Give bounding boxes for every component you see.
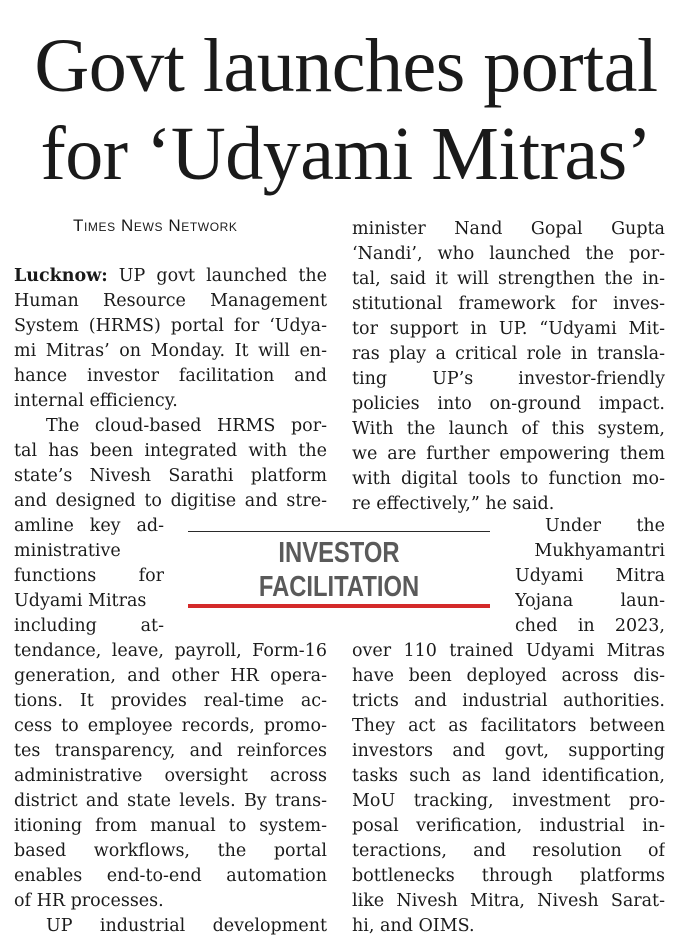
headline-line-1: Govt launches portal — [34, 24, 658, 108]
headline-line-2: for ‘Udyami Mitras’ — [40, 112, 652, 196]
article-line: tes transparency, and reinforces — [14, 741, 327, 761]
article-line: hance investor facilitation and — [14, 366, 327, 386]
article-line: tal has been integrated with the — [14, 441, 327, 461]
article-line: MoU tracking, investment pro- — [352, 791, 665, 811]
article-line: With the launch of this system, — [352, 419, 665, 439]
article-line: investors and govt, supporting — [352, 741, 665, 761]
article-line: have been deployed across dis- — [352, 666, 665, 686]
article-line: Mukhyamantri — [534, 541, 665, 561]
article-line: of HR processes. — [14, 891, 164, 911]
article-line: policies into on-ground impact. — [352, 394, 665, 414]
article-line: The cloud-based HRMS por- — [46, 416, 327, 436]
article-line: generation, and other HR opera- — [14, 666, 327, 686]
article-line: state’s Nivesh Sarathi platform — [14, 466, 327, 486]
article-line: re effectively,” he said. — [352, 494, 555, 514]
article-line: based workflows, the portal — [14, 841, 327, 861]
article-line: hi, and OIMS. — [352, 916, 475, 936]
article-line: mi Mitras’ on Monday. It will en- — [14, 341, 327, 361]
pull-quote-line-1: INVESTOR — [278, 537, 400, 569]
article-line: tor support in UP. “Udyami Mit- — [352, 319, 665, 339]
article-line: amline key ad- — [14, 516, 164, 536]
article-line: tions. It provides real-time ac- — [14, 691, 327, 711]
article-line: Lucknow: UP govt launched the — [14, 266, 327, 286]
article-line: teractions, and resolution of — [352, 841, 665, 861]
article-line: minister Nand Gopal Gupta — [352, 219, 665, 239]
headline — [0, 22, 692, 198]
article-line: tasks such as land identification, — [352, 766, 665, 786]
article-line: Yojana laun- — [515, 591, 665, 611]
pull-quote — [215, 536, 463, 604]
article-line: over 110 trained Udyami Mitras — [352, 641, 665, 661]
article-line: bottlenecks through platforms — [352, 866, 665, 886]
pull-quote-top-rule — [188, 531, 490, 532]
article-line: we are further empowering them — [352, 444, 665, 464]
pull-quote-accent-bar — [188, 604, 490, 608]
article-line: Under the — [545, 516, 665, 536]
article-line: itioning from manual to system- — [14, 816, 327, 836]
article-line: Human Resource Management — [14, 291, 327, 311]
article-line: posal verification, industrial in- — [352, 816, 665, 836]
dateline: Lucknow: — [14, 266, 108, 286]
article-line: cess to employee records, promo- — [14, 716, 327, 736]
article-line: ting UP’s investor-friendly — [352, 369, 665, 389]
article-line: Udyami Mitras — [14, 591, 147, 611]
article-line: internal efficiency. — [14, 391, 178, 411]
article-line: ras play a critical role in transla- — [352, 344, 665, 364]
article-line: ministrative — [14, 541, 121, 561]
article-line: tendance, leave, payroll, Form-16 — [14, 641, 327, 661]
article-line: tal, said it will strengthen the in- — [352, 269, 665, 289]
article-line: ched in 2023, — [515, 616, 665, 636]
article-line: and designed to digitise and stre- — [14, 491, 327, 511]
article-line: functions for — [14, 566, 164, 586]
article-line: with digital tools to function mo- — [352, 469, 665, 489]
article-line: stitutional framework for inves- — [352, 294, 665, 314]
article-line: district and state levels. By trans- — [14, 791, 327, 811]
article-line: including at- — [14, 616, 164, 636]
article-line: enables end-to-end automation — [14, 866, 327, 886]
article-line: They act as facilitators between — [352, 716, 665, 736]
article-line: UP industrial development — [46, 916, 327, 936]
pull-quote-line-2: FACILITATION — [258, 571, 420, 603]
article-line: tricts and industrial authorities. — [352, 691, 665, 711]
article-line: System (HRMS) portal for ‘Udya- — [14, 316, 327, 336]
article-line: Udyami Mitra — [515, 566, 665, 586]
article-line: ‘Nandi’, who launched the por- — [352, 244, 665, 264]
byline: Times News Network — [73, 216, 238, 235]
article-line: like Nivesh Mitra, Nivesh Sarat- — [352, 891, 665, 911]
article-line: administrative oversight across — [14, 766, 327, 786]
